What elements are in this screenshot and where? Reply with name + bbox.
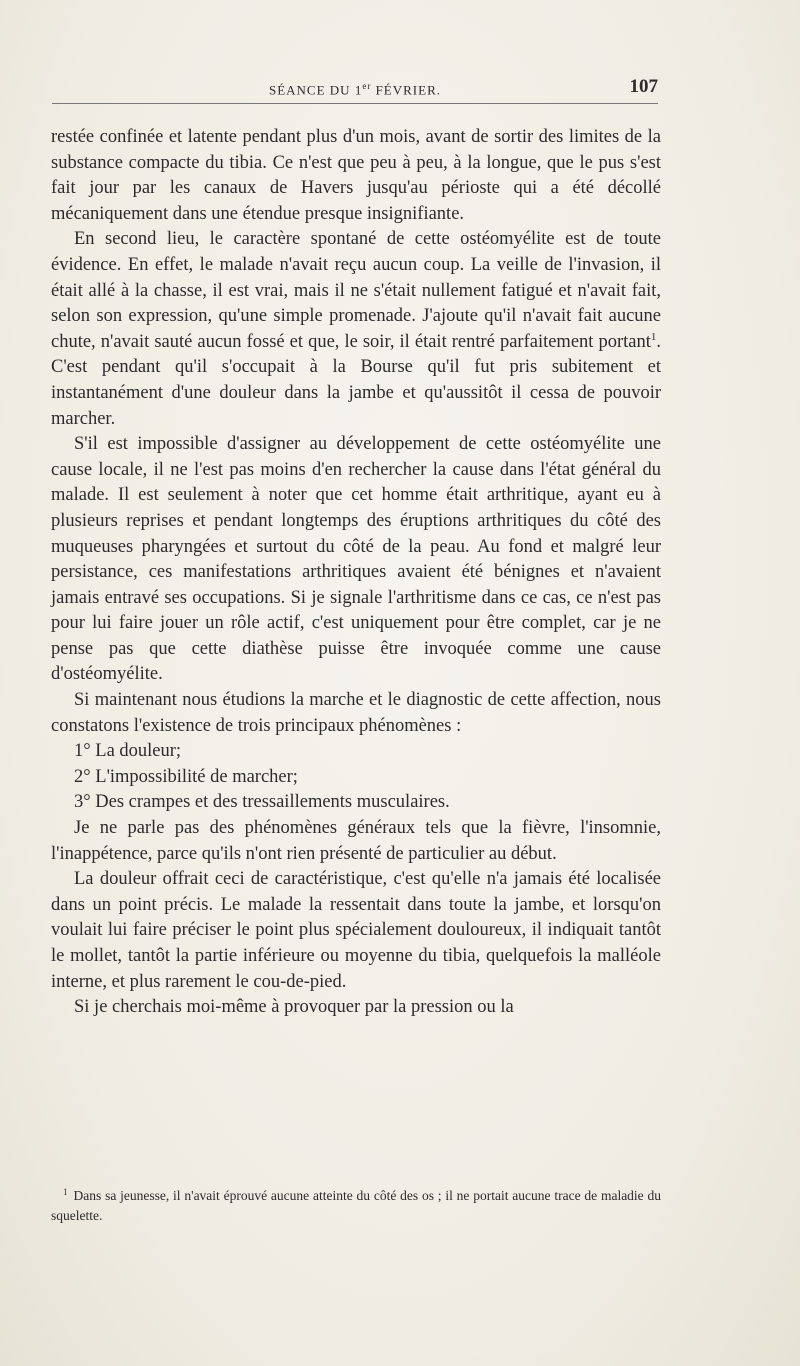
page-header	[52, 76, 658, 100]
running-head-superscript: er	[362, 81, 372, 91]
paragraph-2-text-end: . C'est pendant qu'il s'occupait à la Bourse qu'il fut pris subitement et instantanément d'une douleur dans la jambe et qu'aussitôt il cessa de pouvoir marcher.	[51, 331, 661, 429]
list-item: 3° Des crampes et des tressaillements musculaires.	[74, 792, 450, 813]
paragraph-7: Si je cherchais moi-même à provoquer par la pression ou la	[74, 997, 514, 1018]
body-text	[51, 125, 661, 1021]
list-item: 2° L'impossibilité de marcher;	[74, 766, 298, 787]
paragraph-3: S'il est impossible d'assigner au développement de cette ostéomyélite une cause locale, il ne l'est pas moins d'en rechercher la cause dans l'état général du malade. Il est seulement à noter que cet homme était arthritique, ayant eu à plusieurs reprises et pendant longtemps des éruptions arthritiques du côté des muqueuses pharyngées et surtout du côté de la peau. Au fond et malgré leur persistance, ces manifestations arthritiques avaient été bénignes et n'avaient jamais entravé ses occupations. Si je signale l'arthritisme dans ce cas, ce n'est pas pour lui faire jouer un rôle actif, c'est uniquement pour être complet, car je ne pense pas que cette diathèse puisse être invoquée comme une cause d'ostéomyélite.	[51, 434, 661, 685]
paragraph-6: La douleur offrait ceci de caractéristique, c'est qu'elle n'a jamais été localisée dans un point précis. Le malade la ressentait dans toute la jambe, et lorsqu'on voulait lui faire préciser le point plus spécialement douloureux, il indiquait tantôt le mollet, tantôt la partie inférieure ou moyenne du tibia, quelquefois la malléole interne, et plus rarement le cou-de-pied.	[51, 869, 661, 992]
running-head	[52, 81, 658, 98]
paragraph-1: restée confinée et latente pendant plus d'un mois, avant de sortir des limites de la substance compacte du tibia. Ce n'est que peu à peu, à la longue, que le pus s'est fait jour par les canaux de Havers jusqu'au périoste qui a été décollé mécaniquement dans une étendue presque insignifiante.	[51, 127, 661, 224]
paragraph-2	[51, 227, 661, 432]
footnote	[51, 1186, 661, 1226]
footnotes	[51, 1186, 661, 1226]
running-head-text: SÉANCE DU 1	[268, 82, 363, 98]
paragraph-5: Je ne parle pas des phénomènes généraux tels que la fièvre, l'insomnie, l'inappétence, parce qu'ils n'ont rien présenté de particulier au début.	[51, 818, 661, 864]
running-head-text-end: FÉVRIER.	[371, 82, 441, 98]
header-rule	[52, 103, 658, 104]
footnote-reference: 1	[650, 330, 657, 343]
footnote-text: Dans sa jeunesse, il n'avait éprouvé aucune atteinte du côté des os ; il ne portait aucune trace de maladie du squelette.	[51, 1188, 661, 1223]
paragraph-2-text: En second lieu, le caractère spontané de cette ostéomyélite est de toute évidence. En effet, le malade n'avait reçu aucun coup. La veille de l'invasion, il était allé à la chasse, il est vrai, mais il ne s'était nullement fatigué et n'avait fait, selon son expression, qu'une simple promenade. J'ajoute qu'il n'avait fait aucune chute, n'avait sauté aucun fossé et que, le soir, il était rentré parfaitement portant	[51, 229, 661, 352]
footnote-mark: 1	[63, 1186, 68, 1197]
list-item: 1° La douleur;	[74, 741, 182, 762]
page-number: 107	[629, 76, 658, 97]
paragraph-4: Si maintenant nous étudions la marche et le diagnostic de cette affection, nous constatons l'existence de trois principaux phénomènes :	[51, 690, 661, 736]
